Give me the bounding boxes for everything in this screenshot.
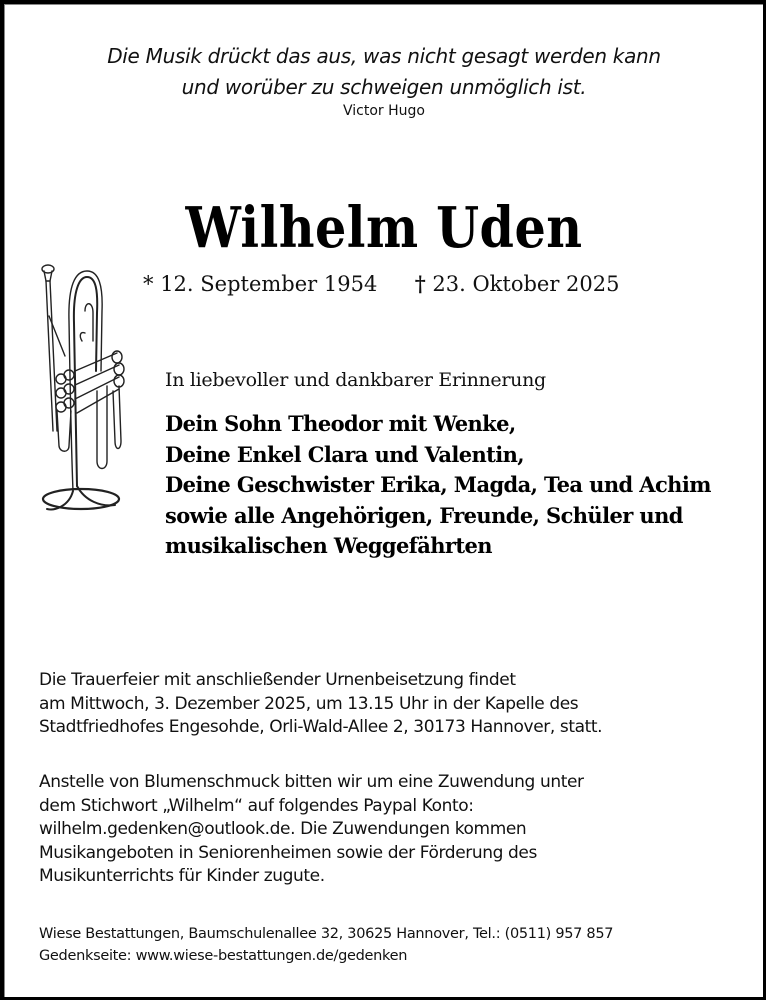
memorial-page-link: Gedenkseite: www.wiese-bestattungen.de/gedenken: [39, 948, 408, 964]
footer: [39, 923, 613, 967]
deceased-name: Wilhelm Uden: [185, 195, 583, 261]
funeral-home-contact: Wiese Bestattungen, Baumschulenallee 32, 30625 Hannover, Tel.: (0511) 957 857: [39, 926, 614, 942]
life-dates: [143, 271, 620, 296]
quote-line: Die Musik drückt das aus, was nicht gesagt werden kann: [107, 44, 661, 68]
obituary-card: [4, 4, 763, 997]
ceremony-line: am Mittwoch, 3. Dezember 2025, um 13.15 Uhr in der Kapelle des: [39, 693, 579, 714]
mourner-line: Dein Sohn Theodor mit Wenke,: [165, 411, 516, 436]
quote-line: und worüber zu schweigen unmöglich ist.: [181, 75, 587, 99]
mourner-line: sowie alle Angehörigen, Freunde, Schüler und: [165, 502, 683, 528]
trumpet-icon: [35, 261, 135, 511]
ceremony-line: Die Trauerfeier mit anschließender Urnenbeisetzung findet: [39, 670, 516, 690]
donation-line: dem Stichwort „Wilhelm“ auf folgendes Paypal Konto:: [39, 795, 474, 816]
mourner-line: Deine Enkel Clara und Valentin,: [165, 441, 525, 467]
birth-date: 12. September 1954: [160, 272, 378, 296]
ceremony-info: [39, 669, 602, 740]
ceremony-line: Stadtfriedhofes Engesohde, Orli-Wald-Allee 2, 30173 Hannover, statt.: [39, 717, 603, 737]
donation-line: Musikangeboten in Seniorenheimen sowie der Förderung des: [39, 842, 537, 863]
remembrance-intro: In liebevoller und dankbarer Erinnerung: [165, 369, 546, 391]
mourner-line: musikalischen Weggefährten: [165, 533, 492, 558]
mourners-list: [165, 409, 711, 562]
donation-line: Anstelle von Blumenschmuck bitten wir um eine Zuwendung unter: [39, 772, 584, 792]
birth-symbol-icon: *: [143, 272, 154, 296]
quote-author: Victor Hugo: [343, 103, 425, 119]
donation-info: [39, 771, 584, 889]
quote: [5, 41, 763, 103]
donation-line: wilhelm.gedenken@outlook.de. Die Zuwendungen kommen: [39, 819, 527, 839]
donation-line: Musikunterrichts für Kinder zugute.: [39, 866, 325, 886]
mourner-line: Deine Geschwister Erika, Magda, Tea und Achim: [165, 472, 711, 497]
death-date: 23. Oktober 2025: [432, 272, 620, 296]
death-cross-icon: †: [414, 271, 426, 296]
